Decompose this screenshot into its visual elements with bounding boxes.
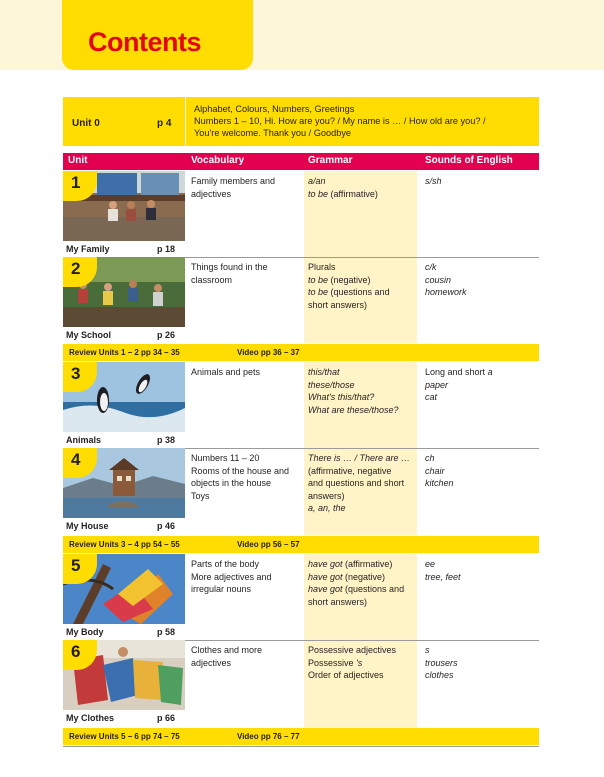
- unit-row-3: [63, 362, 539, 448]
- unit-number: 3: [71, 364, 81, 383]
- unit-0-row: [63, 97, 539, 146]
- unit-vocabulary: [191, 261, 301, 286]
- vocabulary-line: adjectives: [191, 657, 232, 668]
- unit-vocabulary: [191, 366, 301, 379]
- unit-vocabulary: [191, 558, 301, 596]
- sounds-line: Long and short a: [425, 367, 493, 377]
- vocabulary-line: Things found in the: [191, 262, 268, 272]
- sounds-line: cousin: [425, 274, 452, 285]
- grammar-line: Order of adjectives: [308, 670, 384, 680]
- unit-sounds: [425, 175, 535, 188]
- row-divider: [63, 746, 539, 747]
- unit-row-4: [63, 448, 539, 534]
- grammar-line: have got (affirmative): [308, 559, 393, 569]
- sounds-line: homework: [425, 287, 467, 297]
- unit-name: My Clothes: [66, 713, 115, 723]
- unit-page: p 38: [157, 435, 176, 445]
- unit-grammar: [308, 175, 418, 200]
- unit-sounds: [425, 366, 535, 404]
- unit-name: My House: [66, 521, 109, 531]
- unit-grammar: [308, 261, 418, 311]
- unit-grammar: [308, 366, 418, 416]
- grammar-line: short answers): [308, 299, 368, 310]
- unit-sounds: [425, 261, 535, 299]
- sounds-line: s: [425, 645, 430, 655]
- grammar-line: answers): [308, 490, 345, 501]
- review-video: Video pp 76 – 77: [237, 732, 300, 741]
- vocabulary-line: adjectives: [191, 188, 232, 199]
- review-units: Review Units 5 – 6 pp 74 – 75: [69, 732, 180, 741]
- unit-name: Animals: [66, 435, 102, 445]
- page-title: Contents: [88, 27, 201, 57]
- unit-0-line: Alphabet, Colours, Numbers, Greetings: [194, 104, 355, 114]
- unit-row-5: [63, 554, 539, 640]
- unit-sounds: [425, 452, 535, 490]
- sounds-line: trousers: [425, 657, 458, 668]
- grammar-line: these/those: [308, 379, 355, 390]
- header-sounds: Sounds of English: [425, 155, 513, 166]
- grammar-line: have got (questions and: [308, 584, 405, 594]
- unit-number: 4: [71, 450, 81, 469]
- review-bar-1: [63, 344, 539, 361]
- grammar-line: What are these/those?: [308, 404, 399, 415]
- vocabulary-line: Rooms of the house and: [191, 465, 290, 476]
- sounds-line: tree, feet: [425, 571, 461, 582]
- vocabulary-line: objects in the house: [191, 478, 272, 488]
- unit-number: 1: [71, 173, 81, 192]
- unit-0-page: p 4: [157, 118, 172, 129]
- grammar-line: a, an, the: [308, 503, 346, 513]
- unit-sounds: [425, 558, 535, 583]
- unit-page: p 26: [157, 330, 176, 340]
- sounds-line: s/sh: [425, 176, 442, 186]
- vocabulary-line: Family members and: [191, 176, 276, 186]
- vocabulary-line: More adjectives and: [191, 571, 272, 582]
- review-units: Review Units 3 – 4 pp 54 – 55: [69, 540, 180, 549]
- unit-row-2: [63, 257, 539, 343]
- grammar-line: Possessive 's: [308, 657, 363, 668]
- grammar-line: (affirmative, negative: [308, 465, 392, 476]
- grammar-line: and questions and short: [308, 478, 405, 488]
- unit-page: p 58: [157, 627, 176, 637]
- divider: [185, 97, 186, 146]
- grammar-line: to be (questions and: [308, 287, 390, 297]
- review-bar-2: [63, 536, 539, 553]
- sounds-line: cat: [425, 392, 438, 402]
- unit-name: My Body: [66, 627, 104, 637]
- grammar-line: There is … / There are …: [308, 453, 411, 463]
- grammar-line: Plurals: [308, 262, 336, 272]
- sounds-line: c/k: [425, 262, 437, 272]
- vocabulary-line: irregular nouns: [191, 584, 252, 594]
- header-vocabulary: Vocabulary: [191, 155, 245, 166]
- vocabulary-line: Clothes and more: [191, 645, 263, 655]
- unit-vocabulary: [191, 452, 301, 502]
- review-video: Video pp 36 – 37: [237, 348, 300, 357]
- sounds-line: paper: [425, 379, 449, 390]
- vocabulary-line: classroom: [191, 274, 233, 285]
- unit-page: p 18: [157, 244, 176, 254]
- grammar-line: have got (negative): [308, 571, 386, 582]
- sounds-line: clothes: [425, 670, 454, 680]
- grammar-line: to be (affirmative): [308, 188, 378, 199]
- unit-0-label: Unit 0: [72, 118, 100, 129]
- unit-number: 5: [71, 556, 81, 575]
- table-header: [63, 153, 539, 170]
- grammar-line: Possessive adjectives: [308, 645, 397, 655]
- unit-name: My School: [66, 330, 112, 340]
- vocabulary-line: Toys: [191, 490, 210, 501]
- unit-page: p 66: [157, 713, 176, 723]
- unit-number: 6: [71, 642, 81, 661]
- sounds-line: ee: [425, 559, 436, 569]
- sounds-line: chair: [425, 465, 445, 476]
- grammar-line: short answers): [308, 596, 368, 607]
- vocabulary-line: Numbers 11 – 20: [191, 453, 260, 463]
- grammar-line: this/that: [308, 367, 340, 377]
- unit-grammar: [308, 558, 418, 608]
- unit-0-line: You're welcome. Thank you / Goodbye: [194, 128, 352, 138]
- unit-grammar: [308, 452, 418, 515]
- grammar-line: a/an: [308, 176, 326, 186]
- review-video: Video pp 56 – 57: [237, 540, 300, 549]
- sounds-line: ch: [425, 453, 435, 463]
- unit-number: 2: [71, 259, 81, 278]
- vocabulary-line: Parts of the body: [191, 559, 260, 569]
- review-units: Review Units 1 – 2 pp 34 – 35: [69, 348, 180, 357]
- unit-0-line: Numbers 1 – 10, Hi. How are you? / My name is … / How old are you? /: [194, 116, 486, 126]
- sounds-line: kitchen: [425, 478, 454, 488]
- unit-sounds: [425, 644, 535, 682]
- header-unit: Unit: [68, 155, 88, 166]
- unit-page: p 46: [157, 521, 176, 531]
- vocabulary-line: Animals and pets: [191, 367, 261, 377]
- unit-grammar: [308, 644, 418, 682]
- header-grammar: Grammar: [308, 155, 353, 166]
- review-bar-3: [63, 728, 539, 745]
- unit-0-content: [194, 103, 486, 139]
- unit-vocabulary: [191, 175, 301, 200]
- unit-row-6: [63, 640, 539, 726]
- unit-vocabulary: [191, 644, 301, 669]
- unit-name: My Family: [66, 244, 110, 254]
- grammar-line: What's this/that?: [308, 392, 375, 402]
- grammar-line: to be (negative): [308, 274, 371, 285]
- unit-row-1: [63, 171, 539, 257]
